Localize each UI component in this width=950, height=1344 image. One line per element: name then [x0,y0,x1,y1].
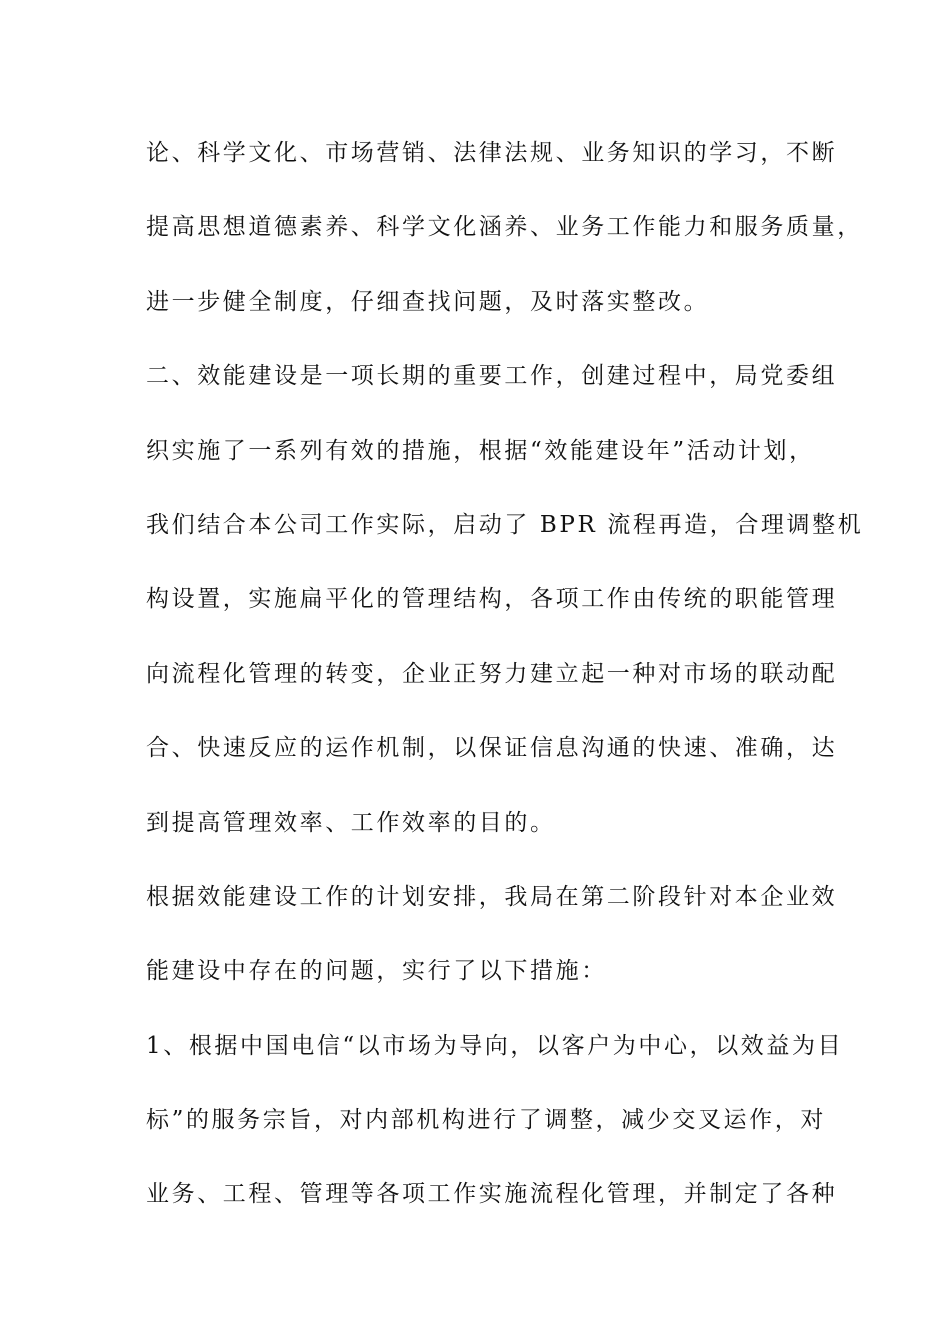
text-line: 向流程化管理的转变，企业正努力建立起一种对市场的联动配 [146,660,838,687]
text-line: 论、科学文化、市场营销、法律法规、业务知识的学习，不断 [146,140,838,166]
text-line: 业务、工程、管理等各项工作实施流程化管理，并制定了各种 [146,1181,838,1208]
text-line: 提高思想道德素养、科学文化涵养、业务工作能力和服务质量， [146,214,863,241]
text-line: 二、效能建设是一项长期的重要工作，创建过程中，局党委组 [146,363,838,390]
text-line: 织实施了一系列有效的措施，根据“效能建设年”活动计划， [146,437,815,464]
text-line: 我们结合本公司工作实际，启动了 BPR 流程再造，合理调整机 [146,511,864,538]
text-line: 根据效能建设工作的计划安排，我局在第二阶段针对本企业效 [146,883,838,910]
text-line: 标”的服务宗旨，对内部机构进行了调整，减少交叉运作，对 [146,1107,826,1134]
text-line: 到提高管理效率、工作效率的目的。 [146,809,556,836]
text-line: 进一步健全制度，仔细查找问题，及时落实整改。 [146,288,710,315]
text-line: 合、快速反应的运作机制，以保证信息沟通的快速、准确，达 [146,735,838,762]
body-text [146,128,864,1244]
text-line: 能建设中存在的问题，实行了以下措施： [146,958,607,985]
text-line: 构设置，实施扁平化的管理结构，各项工作由传统的职能管理 [146,586,838,613]
text-line: 1、根据中国电信“以市场为导向，以客户为中心，以效益为目 [146,1032,844,1059]
